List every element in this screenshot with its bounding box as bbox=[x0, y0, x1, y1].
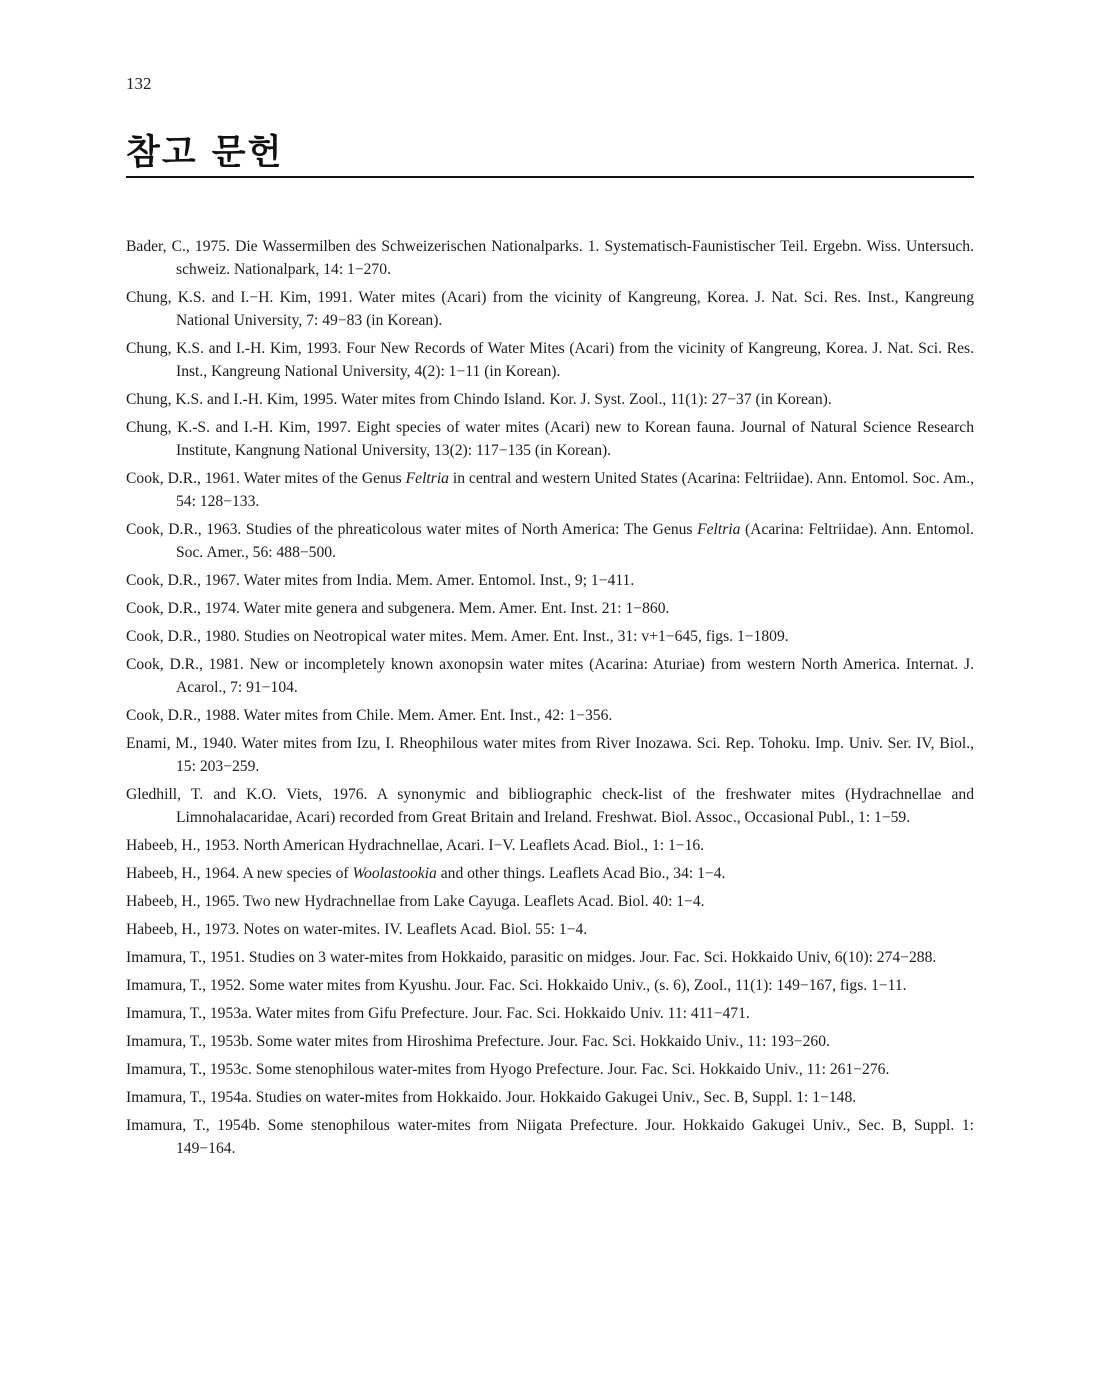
reference-text: Cook, D.R., 1967. Water mites from India. Mem. Amer. Entomol. Inst., 9; 1−411. bbox=[126, 572, 635, 589]
reference-text: Cook, D.R., 1981. New or incompletely known axonopsin water mites (Acarina: Aturiae) from western North America. Internat. J. Acarol., 7: 91−104. bbox=[126, 656, 974, 696]
reference-item bbox=[126, 918, 974, 941]
reference-item bbox=[126, 653, 974, 699]
reference-text: Gledhill, T. and K.O. Viets, 1976. A synonymic and bibliographic check-list of the freshwater mites (Hydrachnellae and Limnohalacaridae, Acari) recorded from Great Britain and Ireland. Freshwat. Biol. Assoc., Occasional Publ., 1: 1−59. bbox=[126, 786, 974, 826]
reference-text: Cook, D.R., 1988. Water mites from Chile. Mem. Amer. Ent. Inst., 42: 1−356. bbox=[126, 707, 613, 724]
reference-list bbox=[126, 235, 974, 1165]
reference-text: Habeeb, H., 1973. Notes on water-mites. IV. Leaflets Acad. Biol. 55: 1−4. bbox=[126, 921, 588, 938]
reference-item bbox=[126, 337, 974, 383]
reference-italic-text: Feltria bbox=[697, 521, 741, 538]
reference-item bbox=[126, 388, 974, 411]
reference-text: Cook, D.R., 1974. Water mite genera and subgenera. Mem. Amer. Ent. Inst. 21: 1−860. bbox=[126, 600, 670, 617]
reference-italic-text: Woolastookia bbox=[352, 865, 437, 882]
reference-text: Imamura, T., 1953c. Some stenophilous water-mites from Hyogo Prefecture. Jour. Fac. Sci. Hokkaido Univ., 11: 261−276. bbox=[126, 1061, 890, 1078]
reference-item bbox=[126, 467, 974, 513]
reference-text: Cook, D.R., 1963. Studies of the phreaticolous water mites of North America: The Genus bbox=[126, 521, 698, 538]
reference-item bbox=[126, 1114, 974, 1160]
reference-text: Imamura, T., 1953b. Some water mites from Hiroshima Prefecture. Jour. Fac. Sci. Hokkaido Univ., 11: 193−260. bbox=[126, 1033, 830, 1050]
reference-text: Cook, D.R., 1961. Water mites of the Genus bbox=[126, 470, 406, 487]
reference-italic-text: Feltria bbox=[405, 470, 449, 487]
reference-text: Imamura, T., 1954b. Some stenophilous water-mites from Niigata Prefecture. Jour. Hokkaido Gakugei Univ., Sec. B, Suppl. 1: 149−164. bbox=[126, 1117, 974, 1157]
page-number: 132 bbox=[126, 74, 152, 93]
reference-item bbox=[126, 704, 974, 727]
reference-item bbox=[126, 1086, 974, 1109]
reference-item bbox=[126, 286, 974, 332]
reference-text: Habeeb, H., 1964. A new species of bbox=[126, 865, 353, 882]
reference-text: (Acarina: Feltriidae). Ann. Entomol. Soc. Amer., 56: 488−500. bbox=[176, 521, 974, 561]
reference-item bbox=[126, 732, 974, 778]
reference-text: Chung, K.S. and I.-H. Kim, 1995. Water mites from Chindo Island. Kor. J. Syst. Zool., 11(1): 27−37 (in Korean). bbox=[126, 391, 832, 408]
reference-text: Bader, C., 1975. Die Wassermilben des Schweizerischen Nationalparks. 1. Systematisch-Faunistischer Teil. Ergebn. Wiss. Untersuch. schweiz. Nationalpark, 14: 1−270. bbox=[126, 238, 974, 278]
reference-text: Habeeb, H., 1965. Two new Hydrachnellae from Lake Cayuga. Leaflets Acad. Biol. 40: 1−4. bbox=[126, 893, 705, 910]
reference-item bbox=[126, 1030, 974, 1053]
page-title: 참고 문헌 bbox=[126, 132, 284, 173]
reference-text: Habeeb, H., 1953. North American Hydrachnellae, Acari. I−V. Leaflets Acad. Biol., 1: 1−16. bbox=[126, 837, 705, 854]
reference-item bbox=[126, 862, 974, 885]
reference-item bbox=[126, 569, 974, 592]
reference-text: Chung, K.S. and I.-H. Kim, 1993. Four New Records of Water Mites (Acari) from the vicinity of Kangreung, Korea. J. Nat. Sci. Res. Inst., Kangreung National University, 4(2): 1−11 (in Korean). bbox=[126, 340, 974, 380]
reference-item bbox=[126, 783, 974, 829]
reference-item bbox=[126, 1058, 974, 1081]
reference-item bbox=[126, 890, 974, 913]
reference-text: Chung, K.-S. and I.-H. Kim, 1997. Eight species of water mites (Acari) new to Korean fauna. Journal of Natural Science Research Institute, Kangnung National University, 13(2): 117−135 (in Korean). bbox=[126, 419, 974, 459]
reference-item bbox=[126, 625, 974, 648]
reference-item bbox=[126, 834, 974, 857]
reference-item bbox=[126, 518, 974, 564]
reference-text: Enami, M., 1940. Water mites from Izu, I. Rheophilous water mites from River Inozawa. Sci. Rep. Tohoku. Imp. Univ. Ser. IV, Biol., 15: 203−259. bbox=[126, 735, 974, 775]
reference-item bbox=[126, 974, 974, 997]
reference-item bbox=[126, 235, 974, 281]
reference-text: Chung, K.S. and I.−H. Kim, 1991. Water mites (Acari) from the vicinity of Kangreung, Korea. J. Nat. Sci. Res. Inst., Kangreung National University, 7: 49−83 (in Korean). bbox=[126, 289, 974, 329]
references-heading bbox=[126, 132, 974, 178]
reference-item bbox=[126, 416, 974, 462]
reference-item bbox=[126, 946, 974, 969]
reference-text: Imamura, T., 1951. Studies on 3 water-mites from Hokkaido, parasitic on midges. Jour. Fac. Sci. Hokkaido Univ, 6(10): 274−288. bbox=[126, 949, 937, 966]
reference-text: in central and western United States (Acarina: Feltriidae). Ann. Entomol. Soc. Am., 54: 128−133. bbox=[176, 470, 974, 510]
reference-text: Cook, D.R., 1980. Studies on Neotropical water mites. Mem. Amer. Ent. Inst., 31: v+1−645, figs. 1−1809. bbox=[126, 628, 789, 645]
reference-item bbox=[126, 597, 974, 620]
reference-item bbox=[126, 1002, 974, 1025]
reference-text: and other things. Leaflets Acad Bio., 34: 1−4. bbox=[436, 865, 726, 882]
reference-text: Imamura, T., 1952. Some water mites from Kyushu. Jour. Fac. Sci. Hokkaido Univ., (s. 6), Zool., 11(1): 149−167, figs. 1−11. bbox=[126, 977, 907, 994]
reference-text: Imamura, T., 1953a. Water mites from Gifu Prefecture. Jour. Fac. Sci. Hokkaido Univ. 11: 411−471. bbox=[126, 1005, 750, 1022]
reference-text: Imamura, T., 1954a. Studies on water-mites from Hokkaido. Jour. Hokkaido Gakugei Univ., Sec. B, Suppl. 1: 1−148. bbox=[126, 1089, 857, 1106]
